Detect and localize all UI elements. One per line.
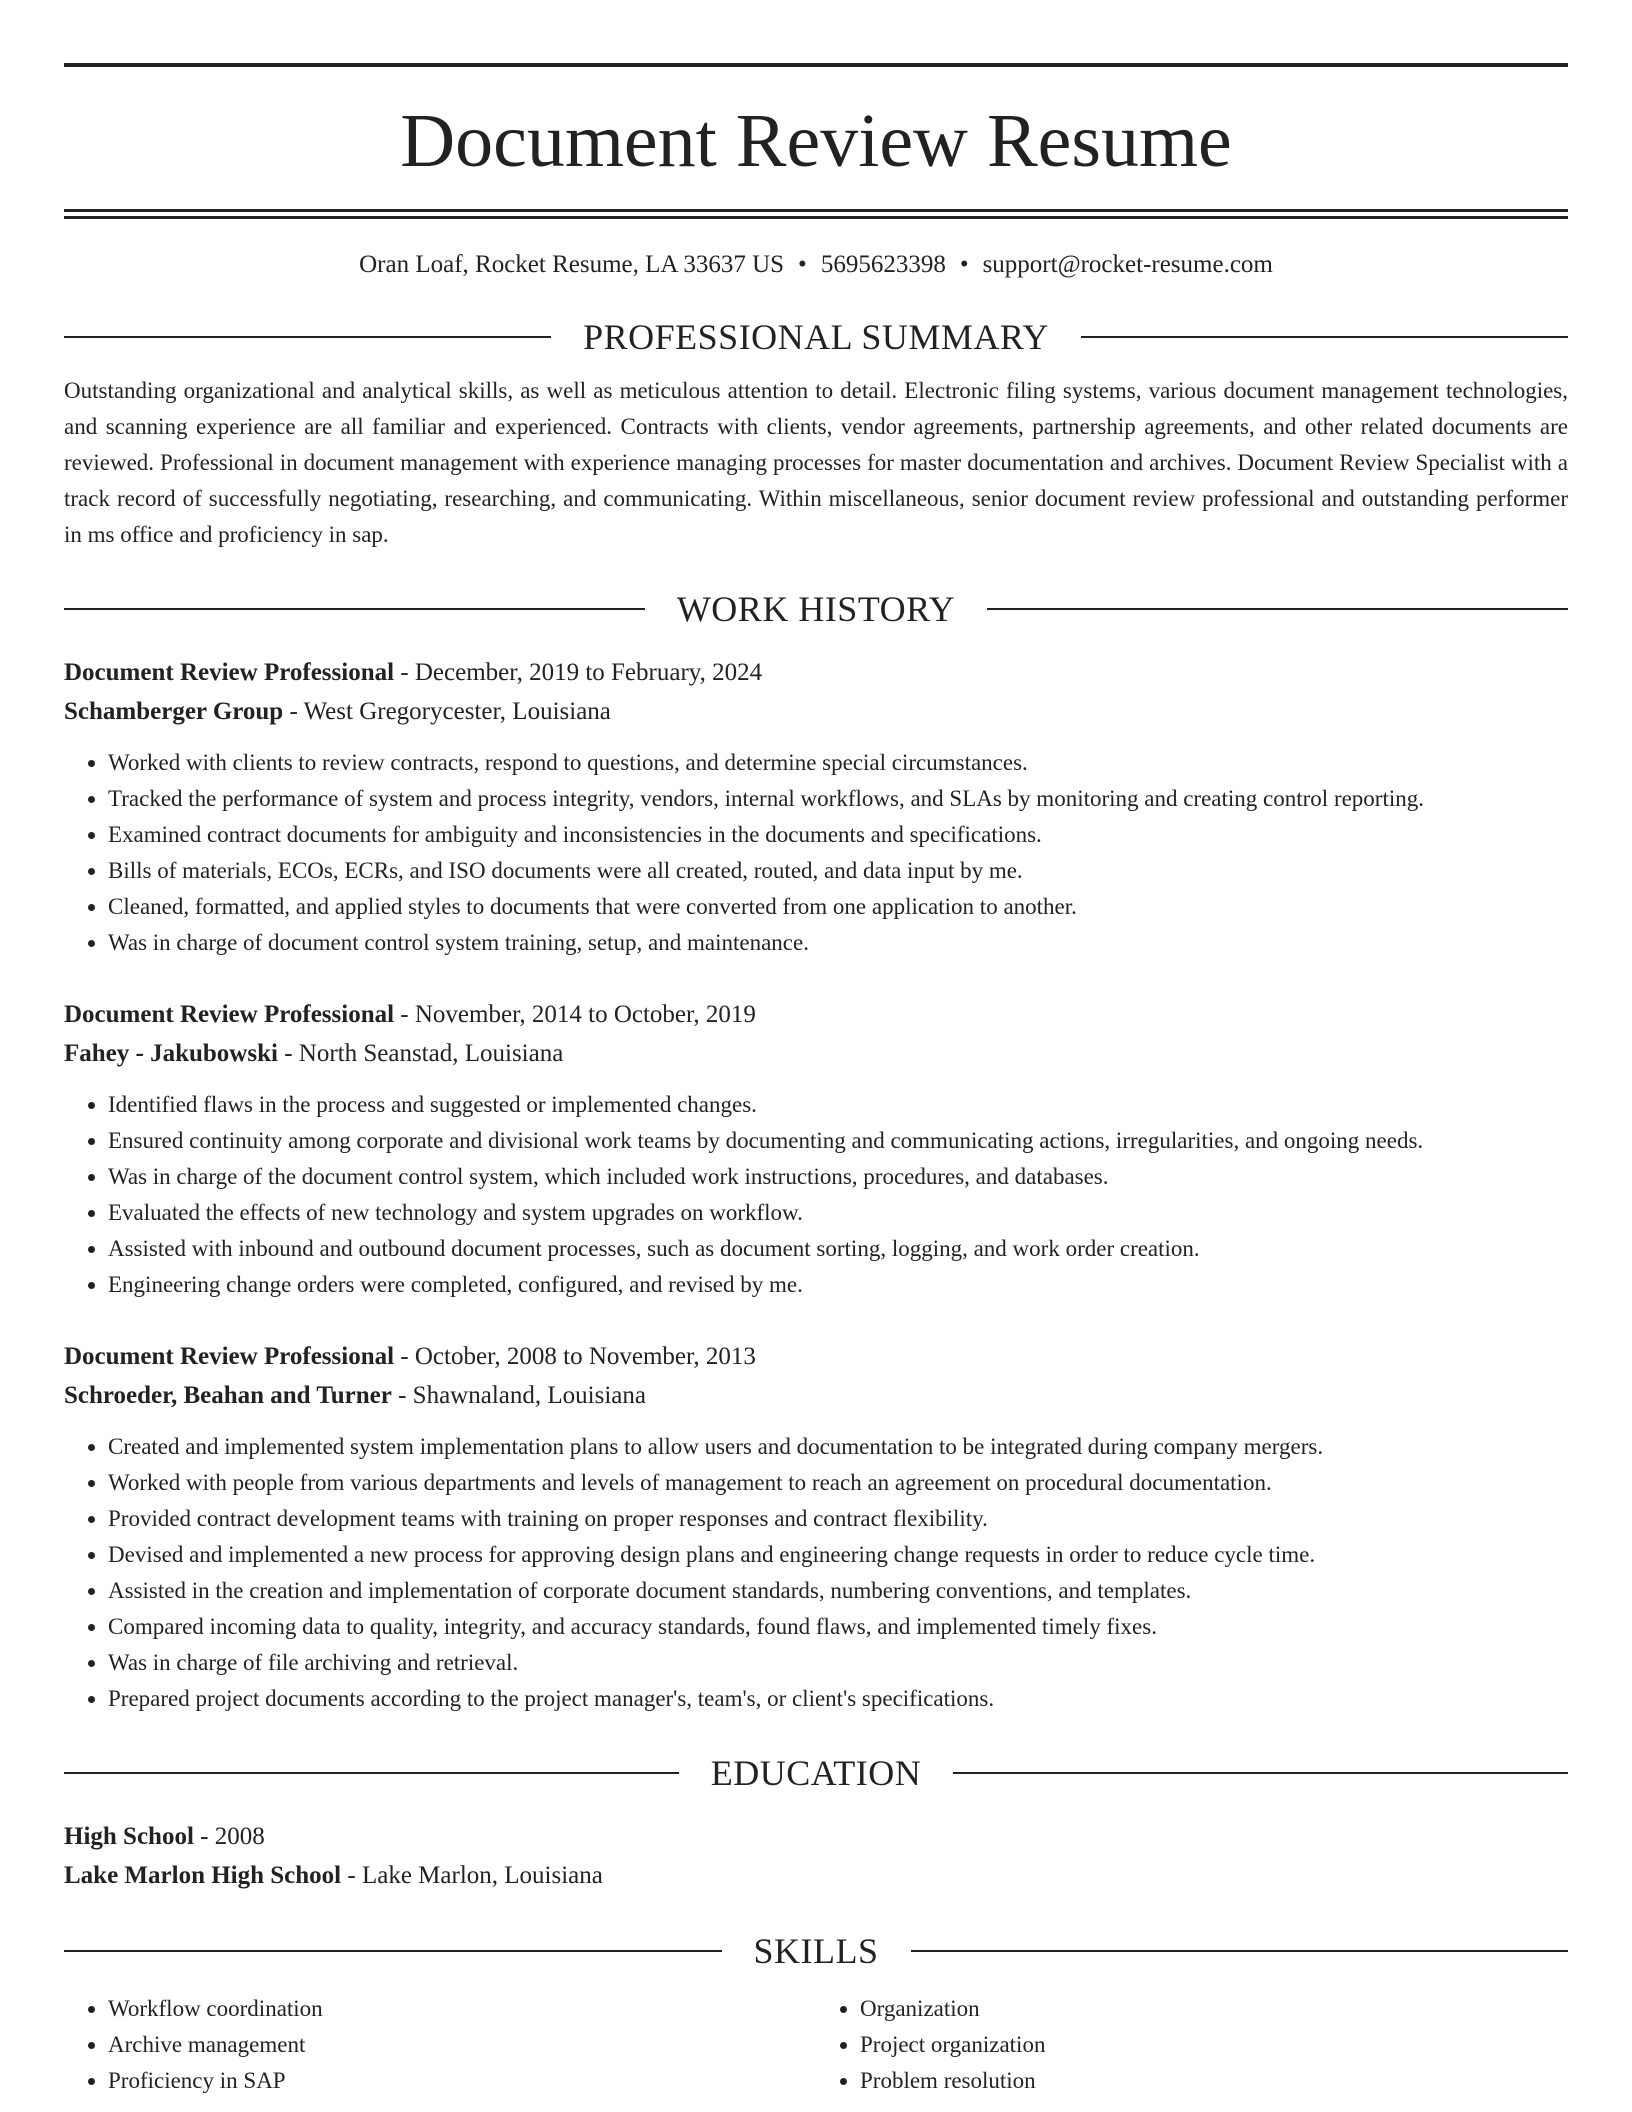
skills-column-right [816, 1991, 1568, 2099]
resume-content [64, 0, 1568, 2099]
title-double-rule [64, 209, 1568, 219]
section-title: EDUCATION [710, 1753, 922, 1793]
list-item: • Ensured continuity among corporate and divisional work teams by documenting and communicating actions, irregularities, and ongoing needs. [108, 1123, 1568, 1159]
list-item: • Problem resolution [860, 2063, 1568, 2099]
list-item: • Created and implemented system implementation plans to allow users and documentation to be integrated during company mergers. [108, 1429, 1568, 1465]
list-item: • Cleaned, formatted, and applied styles to documents that were converted from one application to another. [108, 889, 1568, 925]
job-title: Document Review Professional [64, 1001, 395, 1028]
summary-text: Outstanding organizational and analytical skills, as well as meticulous attention to detail. Electronic filing systems, various document management technologies, and scanning experience are all familiar and experienced. Contracts with clients, vendor agreements, partnership agreements, and other related documents are reviewed. Professional in document management with experience managing processes for master documentation and archives. Document Review Specialist with a track record of successfully negotiating, researching, and communicating. Within miscellaneous, senior document review professional and outstanding performer in ms office and proficiency in sap. [64, 378, 1568, 547]
list-item: • Organization [860, 1991, 1568, 2027]
job-company: Schamberger Group [64, 698, 284, 725]
list-item: • Was in charge of file archiving and retrieval. [108, 1645, 1568, 1681]
heading-rule [911, 1950, 1569, 1952]
job-location: - Shawnaland, Louisiana [391, 1382, 646, 1409]
heading-rule [987, 608, 1568, 610]
education-degree: High School [64, 1823, 194, 1850]
job-dates: - October, 2008 to November, 2013 [394, 1343, 756, 1370]
job-bullets [64, 1087, 1568, 1303]
list-item: • Examined contract documents for ambiguity and inconsistencies in the documents and specifications. [108, 817, 1568, 853]
list-item: • Engineering change orders were completed, configured, and revised by me. [108, 1267, 1568, 1303]
list-item: • Devised and implemented a new process for approving design plans and engineering change requests in order to reduce cycle time. [108, 1537, 1568, 1573]
skills-list [64, 1991, 1568, 2099]
list-item: • Worked with people from various departments and levels of management to reach an agreement on procedural documentation. [108, 1465, 1568, 1501]
list-item: • Assisted with inbound and outbound document processes, such as document sorting, logging, and work order creation. [108, 1231, 1568, 1267]
contact-phone: 5695623398 [820, 251, 946, 278]
section-heading-summary [64, 315, 1568, 359]
contact-separator: • [798, 251, 807, 278]
section-title: SKILLS [753, 1931, 879, 1971]
education-school: Lake Marlon High School [64, 1862, 342, 1889]
list-item: • Tracked the performance of system and process integrity, vendors, internal workflows, and SLAs by monitoring and creating control reporting. [108, 781, 1568, 817]
job-title: Document Review Professional [64, 1343, 395, 1370]
job-title-line [64, 653, 1568, 692]
job-location: - West Gregorycester, Louisiana [283, 698, 611, 725]
section-title: WORK HISTORY [676, 589, 956, 629]
job-dates: - November, 2014 to October, 2019 [394, 1001, 756, 1028]
education-degree-line [64, 1817, 1568, 1856]
job-location: - North Seanstad, Louisiana [277, 1040, 564, 1067]
job-title-line [64, 1337, 1568, 1376]
contact-separator: • [959, 251, 969, 278]
list-item: • Worked with clients to review contracts, respond to questions, and determine special circumstances. [108, 745, 1568, 781]
section-heading-education [64, 1751, 1568, 1795]
list-item: • Workflow coordination [108, 1991, 816, 2027]
list-item: • Proficiency in SAP [108, 2063, 816, 2099]
section-heading-work-history [64, 587, 1568, 631]
list-item: • Identified flaws in the process and suggested or implemented changes. [108, 1087, 1568, 1123]
job-title: Document Review Professional [64, 659, 395, 686]
job-entry [64, 995, 1568, 1303]
job-company-line [64, 1376, 1568, 1415]
education-location: - Lake Marlon, Louisiana [341, 1862, 603, 1889]
job-dates: - December, 2019 to February, 2024 [394, 659, 763, 686]
list-item: • Evaluated the effects of new technology and system upgrades on workflow. [108, 1195, 1568, 1231]
job-bullets [64, 745, 1568, 961]
heading-rule [64, 1772, 679, 1774]
list-item: • Project organization [860, 2027, 1568, 2063]
job-company: Schroeder, Beahan and Turner [64, 1382, 392, 1409]
list-item: • Bills of materials, ECOs, ECRs, and ISO documents were all created, routed, and data input by me. [108, 853, 1568, 889]
list-item: • Compared incoming data to quality, integrity, and accuracy standards, found flaws, and implemented timely fixes. [108, 1609, 1568, 1645]
page-title: Document Review Resume [400, 99, 1232, 183]
section-heading-skills [64, 1929, 1568, 1973]
heading-rule [64, 336, 551, 338]
contact-address: Oran Loaf, Rocket Resume, LA 33637 US [359, 251, 785, 278]
heading-rule [1081, 336, 1568, 338]
heading-rule [64, 1950, 722, 1952]
contact-line [64, 249, 1568, 281]
skills-column-left [64, 1991, 816, 2099]
heading-rule [64, 608, 645, 610]
job-entry [64, 653, 1568, 961]
job-title-line [64, 995, 1568, 1034]
list-item: • Was in charge of the document control system, which included work instructions, procedures, and databases. [108, 1159, 1568, 1195]
education-school-line [64, 1856, 1568, 1895]
job-company: Fahey - Jakubowski [64, 1040, 278, 1067]
education-entry [64, 1817, 1568, 1895]
list-item: • Archive management [108, 2027, 816, 2063]
list-item: • Provided contract development teams with training on proper responses and contract flexibility. [108, 1501, 1568, 1537]
job-bullets [64, 1429, 1568, 1717]
list-item: • Prepared project documents according to the project manager's, team's, or client's specifications. [108, 1681, 1568, 1717]
job-entry [64, 1337, 1568, 1717]
contact-email: support@rocket-resume.com [982, 251, 1273, 278]
heading-rule [953, 1772, 1568, 1774]
job-company-line [64, 1034, 1568, 1073]
education-year: - 2008 [193, 1823, 265, 1850]
job-company-line [64, 692, 1568, 731]
list-item: • Assisted in the creation and implementation of corporate document standards, numbering conventions, and templates. [108, 1573, 1568, 1609]
section-title: PROFESSIONAL SUMMARY [583, 317, 1049, 357]
list-item: • Was in charge of document control system training, setup, and maintenance. [108, 925, 1568, 961]
